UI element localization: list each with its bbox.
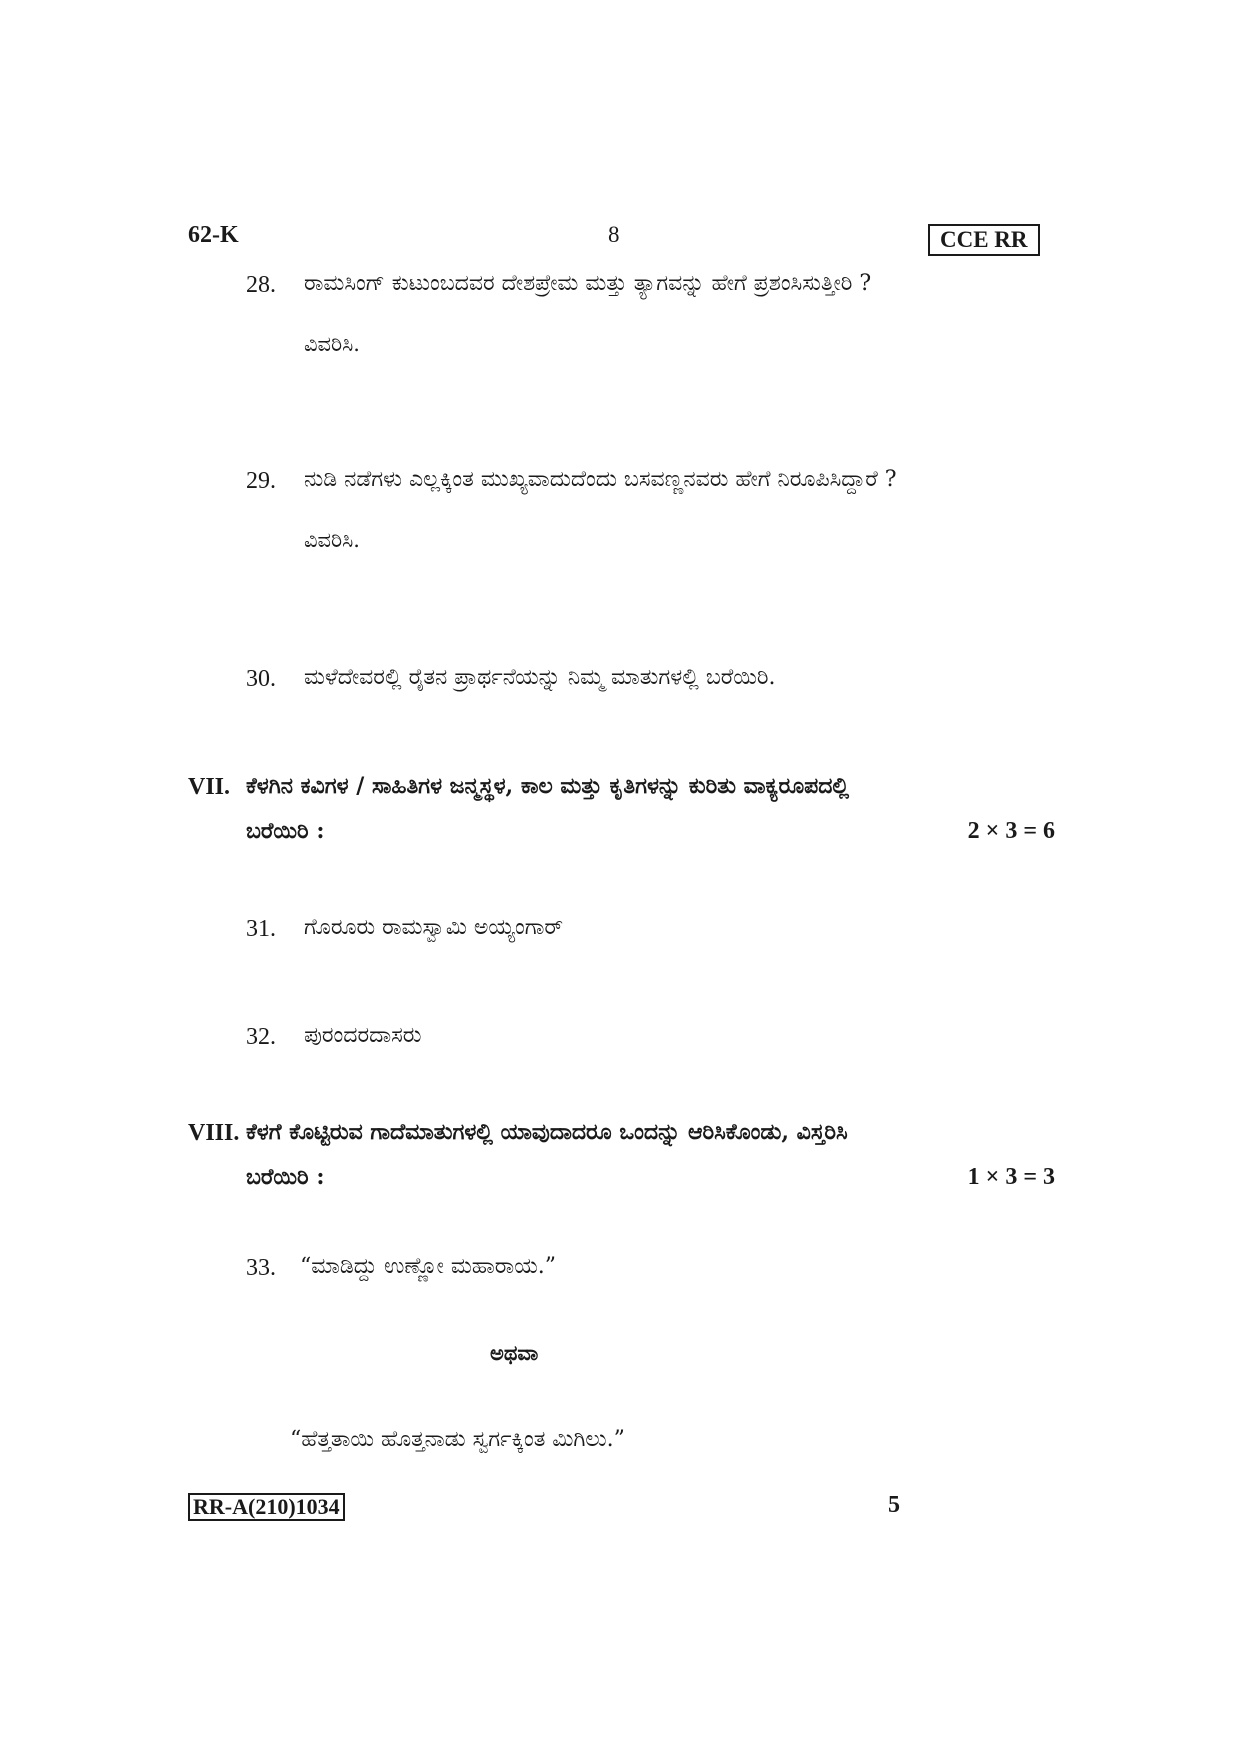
section-viii-marks: 1 × 3 = 3	[967, 1164, 1055, 1190]
scheme-label-box: CCE RR	[928, 224, 1040, 256]
footer-sheet-number: 5	[888, 1492, 900, 1518]
section-vii-number: VII.	[188, 774, 231, 800]
question-29-text: ನುಡಿ ನಡೆಗಳು ಎಲ್ಲಕ್ಕಿಂತ ಮುಖ್ಯವಾದುದೆಂದು ಬಸವಣ್ಣನವರು ಹೇಗೆ ನಿರೂಪಿಸಿದ್ದಾರೆ ?	[304, 467, 897, 492]
question-29-continuation: ವಿವರಿಸಿ.	[304, 528, 360, 552]
section-vii-instruction: ಕೆಳಗಿನ ಕವಿಗಳ / ಸಾಹಿತಿಗಳ ಜನ್ಮಸ್ಥಳ, ಕಾಲ ಮತ್ತು ಕೃತಿಗಳನ್ನು ಕುರಿತು ವಾಕ್ಯರೂಪದಲ್ಲಿ	[246, 773, 850, 799]
question-29-number: 29.	[246, 468, 276, 494]
question-32-number: 32.	[246, 1024, 276, 1050]
section-viii-instruction: ಕೆಳಗೆ ಕೊಟ್ಟಿರುವ ಗಾದೆಮಾತುಗಳಲ್ಲಿ ಯಾವುದಾದರೂ ಒಂದನ್ನು ಆರಿಸಿಕೊಂಡು, ವಿಸ್ತರಿಸಿ	[246, 1119, 848, 1145]
question-28-number: 28.	[246, 272, 276, 298]
page-number: 8	[608, 222, 620, 247]
section-vii-marks: 2 × 3 = 6	[967, 818, 1055, 844]
section-viii-number: VIII.	[188, 1120, 240, 1146]
question-28-continuation: ವಿವರಿಸಿ.	[304, 332, 360, 356]
paper-code: 62-K	[188, 222, 239, 248]
question-30-number: 30.	[246, 666, 276, 692]
question-31-number: 31.	[246, 916, 276, 942]
question-28-text: ರಾಮಸಿಂಗ್ ಕುಟುಂಬದವರ ದೇಶಪ್ರೇಮ ಮತ್ತು ತ್ಯಾಗವನ್ನು ಹೇಗೆ ಪ್ರಶಂಸಿಸುತ್ತೀರಿ ?	[304, 271, 872, 296]
section-vii-instruction-continuation: ಬರೆಯಿರಿ :	[246, 818, 325, 844]
question-32-text: ಪುರಂದರದಾಸರು	[304, 1023, 422, 1048]
question-33-text: “ಮಾಡಿದ್ದು ಉಣ್ಣೋ ಮಹಾರಾಯ.”	[300, 1254, 556, 1279]
footer-code-box: RR-A(210)1034	[188, 1493, 345, 1521]
question-31-text: ಗೊರೂರು ರಾಮಸ್ವಾಮಿ ಅಯ್ಯಂಗಾರ್	[304, 915, 564, 940]
alternative-proverb: “ಹೆತ್ತತಾಯಿ ಹೊತ್ತನಾಡು ಸ್ವರ್ಗಕ್ಕಿಂತ ಮಿಗಿಲು.”	[290, 1427, 625, 1452]
section-viii-instruction-continuation: ಬರೆಯಿರಿ :	[246, 1164, 325, 1190]
question-30-text: ಮಳೆದೇವರಲ್ಲಿ ರೈತನ ಪ್ರಾರ್ಥನೆಯನ್ನು ನಿಮ್ಮ ಮಾತುಗಳಲ್ಲಿ ಬರೆಯಿರಿ.	[304, 665, 776, 690]
question-33-number: 33.	[246, 1255, 276, 1281]
or-separator: ಅಥವಾ	[490, 1340, 539, 1365]
